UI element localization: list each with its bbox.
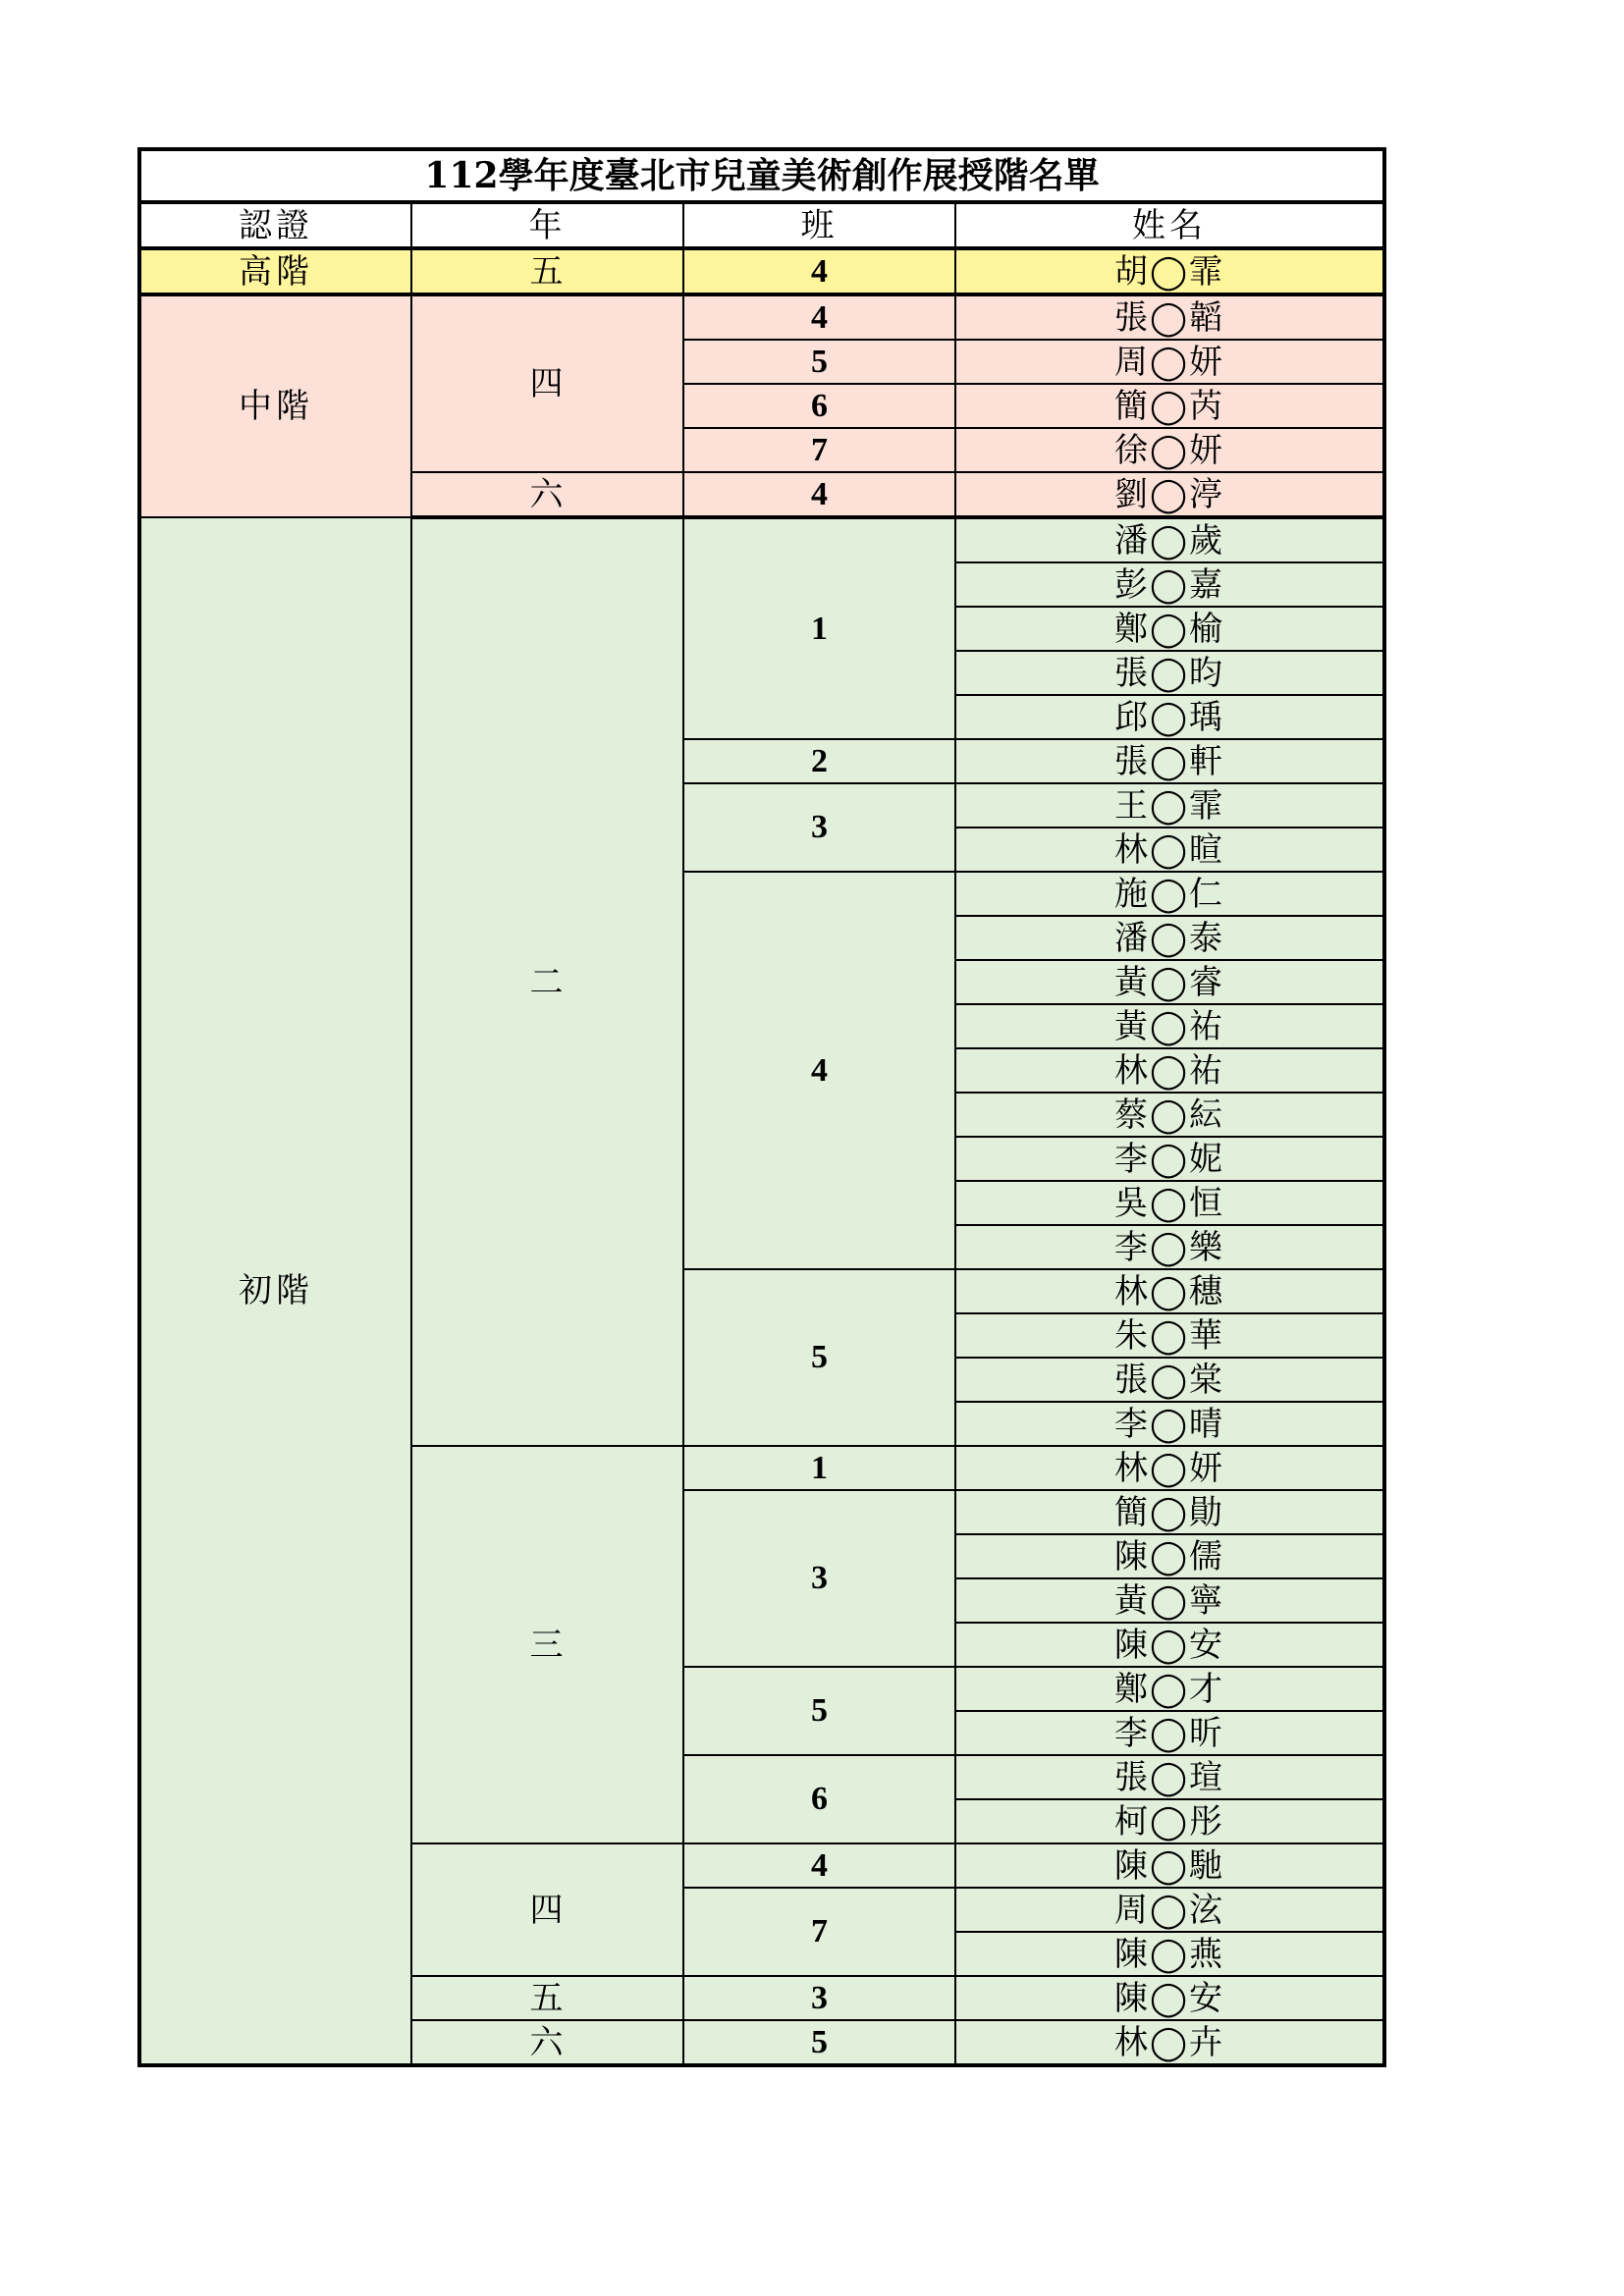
student-name-cell: 陳◯儒 [955, 1534, 1384, 1578]
student-name-cell: 陳◯安 [955, 1623, 1384, 1667]
header-row [139, 202, 1384, 248]
award-table-body [139, 149, 1384, 2065]
class-cell: 5 [683, 2020, 955, 2065]
student-name-cell: 張◯軒 [955, 739, 1384, 783]
class-cell: 5 [683, 1667, 955, 1755]
class-cell: 4 [683, 294, 955, 340]
class-cell: 7 [683, 1888, 955, 1976]
student-name-cell: 黃◯祐 [955, 1004, 1384, 1048]
student-name-cell: 鄭◯榆 [955, 607, 1384, 651]
student-name-cell: 鄭◯才 [955, 1667, 1384, 1711]
class-cell: 6 [683, 384, 955, 428]
class-cell: 6 [683, 1755, 955, 1843]
student-name-cell: 朱◯華 [955, 1313, 1384, 1358]
student-name-cell: 潘◯歲 [955, 517, 1384, 562]
grade-cell: 五 [411, 248, 683, 294]
student-name-cell: 李◯晴 [955, 1402, 1384, 1446]
grade-cell: 二 [411, 517, 683, 1446]
table-row [139, 294, 1384, 340]
class-cell: 4 [683, 872, 955, 1269]
student-name-cell: 王◯霏 [955, 783, 1384, 828]
student-name-cell: 林◯穗 [955, 1269, 1384, 1313]
grade-cell: 五 [411, 1976, 683, 2020]
student-name-cell: 張◯韜 [955, 294, 1384, 340]
student-name-cell: 周◯泫 [955, 1888, 1384, 1932]
grade-cell: 四 [411, 294, 683, 472]
class-cell: 1 [683, 517, 955, 739]
table-row [139, 248, 1384, 294]
student-name-cell: 黃◯睿 [955, 960, 1384, 1004]
student-name-cell: 陳◯安 [955, 1976, 1384, 2020]
student-name-cell: 張◯昀 [955, 651, 1384, 695]
grade-cell: 六 [411, 2020, 683, 2065]
grade-cell: 四 [411, 1843, 683, 1976]
student-name-cell: 陳◯馳 [955, 1843, 1384, 1888]
class-cell: 4 [683, 248, 955, 294]
grade-cell: 六 [411, 472, 683, 517]
table-row [139, 517, 1384, 562]
class-cell: 7 [683, 428, 955, 472]
class-cell: 5 [683, 1269, 955, 1446]
level-cell: 初階 [139, 517, 411, 2065]
student-name-cell: 邱◯瑀 [955, 695, 1384, 739]
student-name-cell: 林◯卉 [955, 2020, 1384, 2065]
class-cell: 4 [683, 1843, 955, 1888]
level-cell: 中階 [139, 294, 411, 517]
student-name-cell: 林◯祐 [955, 1048, 1384, 1093]
class-cell: 1 [683, 1446, 955, 1490]
grade-cell: 三 [411, 1446, 683, 1843]
student-name-cell: 林◯暄 [955, 828, 1384, 872]
student-name-cell: 張◯瑄 [955, 1755, 1384, 1799]
student-name-cell: 劉◯渟 [955, 472, 1384, 517]
student-name-cell: 吳◯恒 [955, 1181, 1384, 1225]
class-cell: 4 [683, 472, 955, 517]
student-name-cell: 簡◯勛 [955, 1490, 1384, 1534]
student-name-cell: 周◯妍 [955, 340, 1384, 384]
student-name-cell: 施◯仁 [955, 872, 1384, 916]
award-table [137, 147, 1386, 2067]
student-name-cell: 林◯妍 [955, 1446, 1384, 1490]
student-name-cell: 胡◯霏 [955, 248, 1384, 294]
student-name-cell: 潘◯泰 [955, 916, 1384, 960]
column-header-class: 班 [683, 202, 955, 248]
class-cell: 3 [683, 1976, 955, 2020]
level-cell: 高階 [139, 248, 411, 294]
student-name-cell: 張◯棠 [955, 1358, 1384, 1402]
student-name-cell: 徐◯妍 [955, 428, 1384, 472]
class-cell: 5 [683, 340, 955, 384]
table-title: 112學年度臺北市兒童美術創作展授階名單 [139, 149, 1384, 202]
column-header-level: 認證 [139, 202, 411, 248]
student-name-cell: 簡◯芮 [955, 384, 1384, 428]
student-name-cell: 黃◯寧 [955, 1578, 1384, 1623]
class-cell: 3 [683, 1490, 955, 1667]
class-cell: 3 [683, 783, 955, 872]
student-name-cell: 蔡◯紜 [955, 1093, 1384, 1137]
student-name-cell: 柯◯彤 [955, 1799, 1384, 1843]
class-cell: 2 [683, 739, 955, 783]
column-header-grade: 年 [411, 202, 683, 248]
student-name-cell: 李◯樂 [955, 1225, 1384, 1269]
column-header-name: 姓名 [955, 202, 1384, 248]
student-name-cell: 李◯妮 [955, 1137, 1384, 1181]
student-name-cell: 李◯昕 [955, 1711, 1384, 1755]
title-row [139, 149, 1384, 202]
student-name-cell: 陳◯燕 [955, 1932, 1384, 1976]
student-name-cell: 彭◯嘉 [955, 562, 1384, 607]
